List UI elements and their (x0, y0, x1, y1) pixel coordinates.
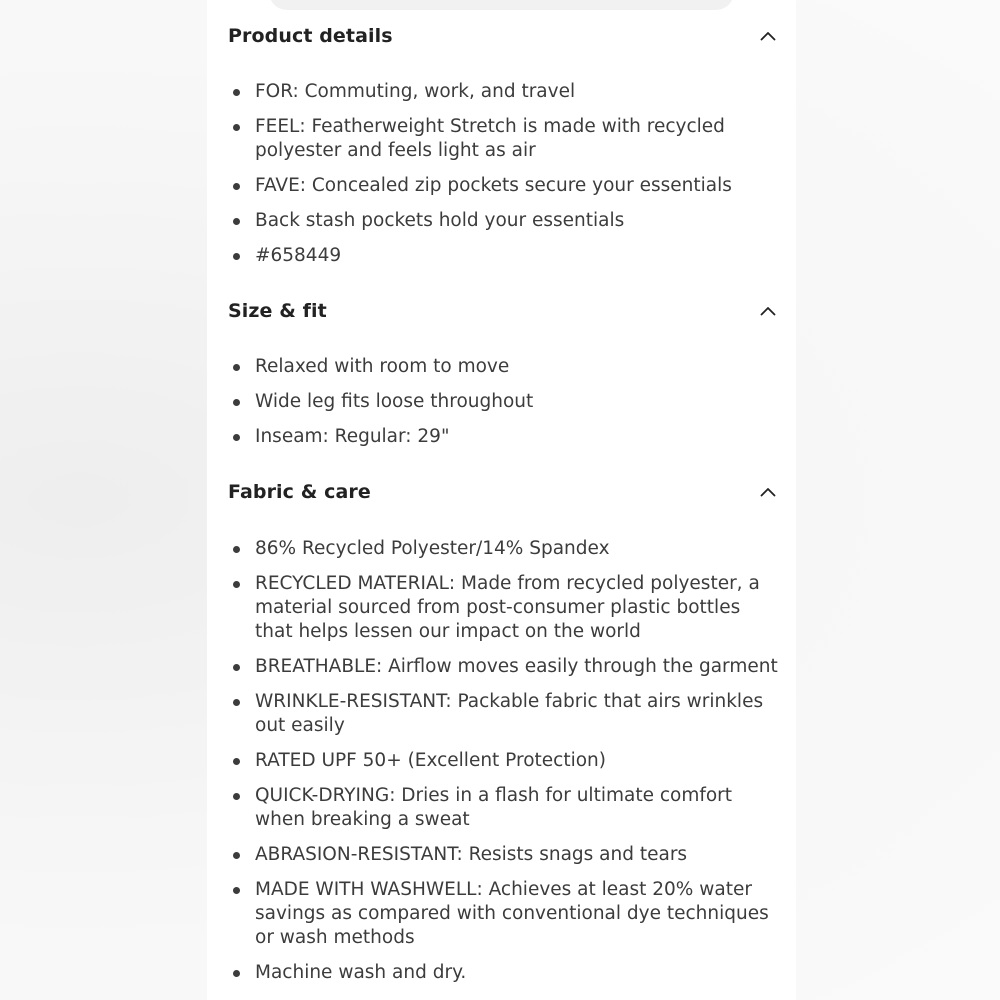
bullet-icon (233, 793, 240, 800)
list-item: MADE WITH WASHWELL: Achieves at least 20% water savings as compared with conventional dye techniques or wash methods (207, 878, 796, 950)
list-item: RECYCLED MATERIAL: Made from recycled polyester, a material sourced from post-consumer plastic bottles that helps lessen our impact on the world (207, 572, 796, 644)
section-title: Product details (228, 25, 393, 47)
bullet-icon (233, 218, 240, 225)
list-item: Back stash pockets hold your essentials (207, 209, 796, 233)
bullet-icon (233, 434, 240, 441)
list-item: FAVE: Concealed zip pockets secure your essentials (207, 174, 796, 198)
section-header-size-fit[interactable] (228, 296, 778, 326)
section-header-fabric-care[interactable] (228, 477, 778, 507)
bullet-icon (233, 699, 240, 706)
list-item: FEEL: Featherweight Stretch is made with recycled polyester and feels light as air (207, 115, 796, 163)
bullet-icon (233, 970, 240, 977)
bullet-icon (233, 664, 240, 671)
bullet-icon (233, 887, 240, 894)
list-item: ABRASION-RESISTANT: Resists snags and tears (207, 843, 796, 867)
size-fit-list (207, 355, 796, 460)
bullet-icon (233, 183, 240, 190)
chevron-up-icon[interactable] (758, 301, 778, 321)
add-to-bag-button-edge[interactable] (269, 0, 734, 10)
list-item: Machine wash and dry. (207, 961, 796, 985)
list-item: 86% Recycled Polyester/14% Spandex (207, 537, 796, 561)
product-details-list (207, 80, 796, 279)
bullet-icon (233, 758, 240, 765)
bullet-icon (233, 364, 240, 371)
list-item: Relaxed with room to move (207, 355, 796, 379)
list-item: Inseam: Regular: 29" (207, 425, 796, 449)
list-item: FOR: Commuting, work, and travel (207, 80, 796, 104)
section-title: Size & fit (228, 300, 327, 322)
bullet-icon (233, 546, 240, 553)
bullet-icon (233, 89, 240, 96)
chevron-up-icon[interactable] (758, 482, 778, 502)
list-item: #658449 (207, 244, 796, 268)
section-title: Fabric & care (228, 481, 371, 503)
fabric-care-list (207, 537, 796, 996)
bullet-icon (233, 852, 240, 859)
section-header-product-details[interactable] (228, 21, 778, 51)
bullet-icon (233, 253, 240, 260)
list-item: Wide leg fits loose throughout (207, 390, 796, 414)
chevron-up-icon[interactable] (758, 26, 778, 46)
list-item: QUICK-DRYING: Dries in a flash for ultimate comfort when breaking a sweat (207, 784, 796, 832)
product-info-panel (207, 0, 796, 1000)
bullet-icon (233, 124, 240, 131)
bullet-icon (233, 581, 240, 588)
list-item: WRINKLE-RESISTANT: Packable fabric that airs wrinkles out easily (207, 690, 796, 738)
list-item: RATED UPF 50+ (Excellent Protection) (207, 749, 796, 773)
list-item: BREATHABLE: Airflow moves easily through the garment (207, 655, 796, 679)
bullet-icon (233, 399, 240, 406)
